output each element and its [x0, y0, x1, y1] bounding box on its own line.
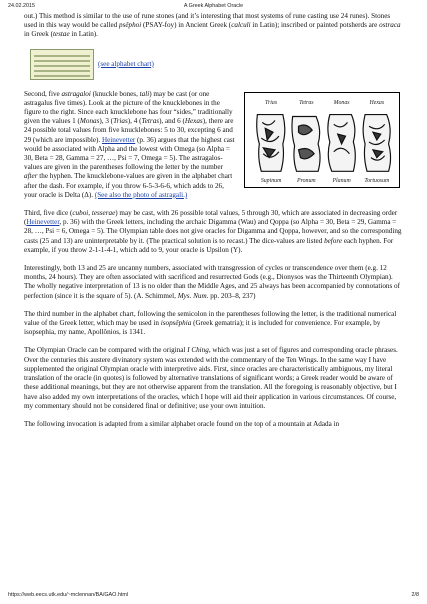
print-header — [8, 3, 419, 12]
text-run: ) may be cast (or one astragalus five times). Look at the picture of the knucklebones in the figure to the right. Since each knucklebone has four “sides,” traditionally given the values 1 ( — [24, 89, 233, 126]
dice-paragraph — [24, 209, 402, 255]
print-title: A Greek Alphabet Oracle — [183, 3, 244, 9]
text-run: The following invocation is adapted from a similar alphabet oracle found on the top of a mountain at Adada in — [24, 419, 340, 428]
print-url: https://web.eecs.utk.edu/~mclennan/BA/GAO.html — [8, 592, 129, 598]
text-run: ), and 6 ( — [159, 117, 185, 126]
text-run: out.) This method is similar to the use of rune stones (and it’s interesting that most systems of rune casting use 24 runes). Stones used in this way would be called — [24, 12, 391, 30]
term-ostraca: ostraca — [379, 21, 401, 30]
text-run: the hyphen. The knucklebone-values are given in the alphabet chart after the dash. For example, if you throw 6-5-3-6-6, which adds to 26, your oracle is Delta (Δ). — [24, 172, 233, 199]
knucklebone-section — [24, 90, 402, 209]
alphabet-chart-row — [30, 49, 402, 80]
knucklebone-drawing-0 — [257, 114, 285, 171]
fig-label-bottom-2: Planum — [332, 177, 351, 184]
term-testae: testae — [52, 30, 70, 39]
fig-label-top-0: Trias — [265, 99, 278, 106]
text-run: (knuckle bones, — [90, 89, 140, 98]
term-before: before — [324, 236, 343, 245]
text-run: The third number in the alphabet chart, following the semicolon in the parentheses following the letter, is the traditional numerical value of the Greek letter, which may be used in — [24, 309, 397, 328]
knucklebone-drawing-2 — [328, 114, 355, 171]
astragali-photo-link[interactable]: (See also the photo of astragali.) — [94, 190, 188, 199]
heinevetter-link-2[interactable]: Heinevetter — [26, 218, 60, 227]
term-tesserae: tesserae — [91, 209, 116, 218]
knucklebone-drawing-3 — [363, 114, 390, 171]
fig-label-top-3: Hexas — [369, 99, 385, 106]
text-run: ), 4 ( — [127, 117, 142, 126]
term-hexas: Hexas — [184, 117, 203, 126]
fig-label-top-2: Monas — [333, 99, 350, 106]
invocation-paragraph — [24, 420, 402, 429]
term-tetras: Tetras — [141, 117, 160, 126]
text-run: Third, five dice ( — [24, 209, 73, 218]
print-footer — [8, 592, 419, 601]
term-after: after — [24, 172, 38, 181]
document-body — [24, 12, 402, 438]
print-date: 24.02.2015 — [8, 3, 35, 9]
text-run: in Latin); inscribed or painted potsherds are — [250, 21, 380, 30]
fig-label-bottom-3: Tortuosum — [364, 177, 390, 184]
intro-paragraph — [24, 12, 402, 40]
third-number-paragraph — [24, 310, 402, 338]
text-run: , which was just a set of figures and corresponding oracle phrases. Over the centuries this austere divinatory system was extended with the commentary of the Ten Wings. In the same way I have supplemented the original Olympian oracle with interpretive aids. First, since oracles are characteristically ambiguous, my literal translation of the oracle (in quotes) is followed by alternative translations of significant words; a Greek reader would be aware of these additional meanings, but they are not otherwise apparent from the translation. All the foregoing is reasonably objective, but I have also added my own interpretations of the oracles, which I hope will aid their application in various circumstances. Of course, my commentary should not be considered final or definitive; use your own intuition. — [24, 346, 398, 410]
term-monas: Monas — [79, 117, 100, 126]
alphabet-chart-link[interactable]: (see alphabet chart) — [98, 59, 154, 68]
text-run: Second, five — [24, 89, 62, 98]
term-trias: Trias — [113, 117, 128, 126]
term-calculi: calculi — [231, 21, 251, 30]
text-run: (PSAY-foy) in Ancient Greek ( — [141, 21, 232, 30]
term-cuboi: cuboi — [72, 209, 89, 218]
fig-label-top-1: Tetras — [299, 99, 314, 106]
text-run: ), there are 24 possible total values from five knucklebones: 5 to 30, excepting 6 and 29 (which are impossible). — [24, 117, 234, 144]
text-run: The Olympian Oracle can be compared with the original — [24, 346, 188, 355]
text-run: in Greek ( — [24, 30, 53, 39]
term-i-ching: I Ching — [187, 346, 209, 355]
text-run: in Latin). — [69, 30, 98, 39]
heinevetter-link[interactable]: Heinevetter — [101, 135, 136, 144]
fig-label-bottom-0: Supinum — [260, 177, 282, 184]
knucklebone-figure — [244, 92, 400, 188]
numbers-paragraph — [24, 264, 402, 301]
text-run: each hyphen. For example, if you throw 2-1-1-4-1, which add to 9, your oracle is Upsilon (Υ). — [24, 236, 394, 254]
knucklebone-drawing-1 — [292, 116, 320, 171]
text-run: (p. 36) argues that the highest cast would be associated with Alpha and the lowest with Omega (so Alpha = 30, Beta = 28, Gamma = 27, …, Psi = 7, Omega = 5). The astragalos-values are given in the parentheses following the letter by the number — [24, 135, 235, 172]
term-psephoi: psêphoi — [119, 21, 142, 30]
print-page-number: 2/8 — [411, 592, 419, 598]
text-run: , — [88, 209, 92, 218]
text-run: (Greek gematria); it is included for convenience. For example, by isopsephia, my name, Apollônios, is 1341. — [24, 319, 381, 337]
fig-label-bottom-1: Pronum — [296, 177, 316, 184]
knucklebone-illustration — [245, 93, 399, 187]
text-run: pp. 203–8, 237) — [208, 291, 256, 300]
text-run: , p. 36) with the Greek letters, including the archaic Digamma (Wau) and Qoppa (so Alpha = 30, Beta = 29, Gamma = 28, …, Psi = 6, Omega = 5). The Olympian table does not give oracles for Digamma and Qoppa, however, and so the corresponding casts (25 and 13) are uninterpretable by it. (The practical solution is to recast.) The dice-values are listed — [24, 218, 402, 245]
text-run: ) may be cast, with 26 possible total values, 5 through 30, which are associated in decreasing order ( — [24, 209, 398, 227]
term-mys-num: Mys. Num. — [177, 291, 209, 300]
term-tali: tali — [139, 89, 150, 98]
text-run: Interestingly, both 13 and 25 are uncanny numbers, associated with transgression of cycles or transcendence over them (e.g. 12 months, 24 hours). They are often associated with sacrificed and resurrected Gods (e.g., Dionysos was the Thirteenth Olympian). The wholly negative interpretation of 13 is no older than the Middle Ages, and 25 always has been accompanied by connotations of perfection (since it is the square of 5). (A. Schimmel, — [24, 264, 400, 300]
term-astragaloi: astragaloi — [61, 89, 91, 98]
text-run: ), 3 ( — [99, 117, 114, 126]
alphabet-chart-thumbnail[interactable] — [30, 49, 94, 80]
olympian-paragraph — [24, 346, 402, 410]
term-isopsephia: isopsêphia — [160, 319, 192, 328]
